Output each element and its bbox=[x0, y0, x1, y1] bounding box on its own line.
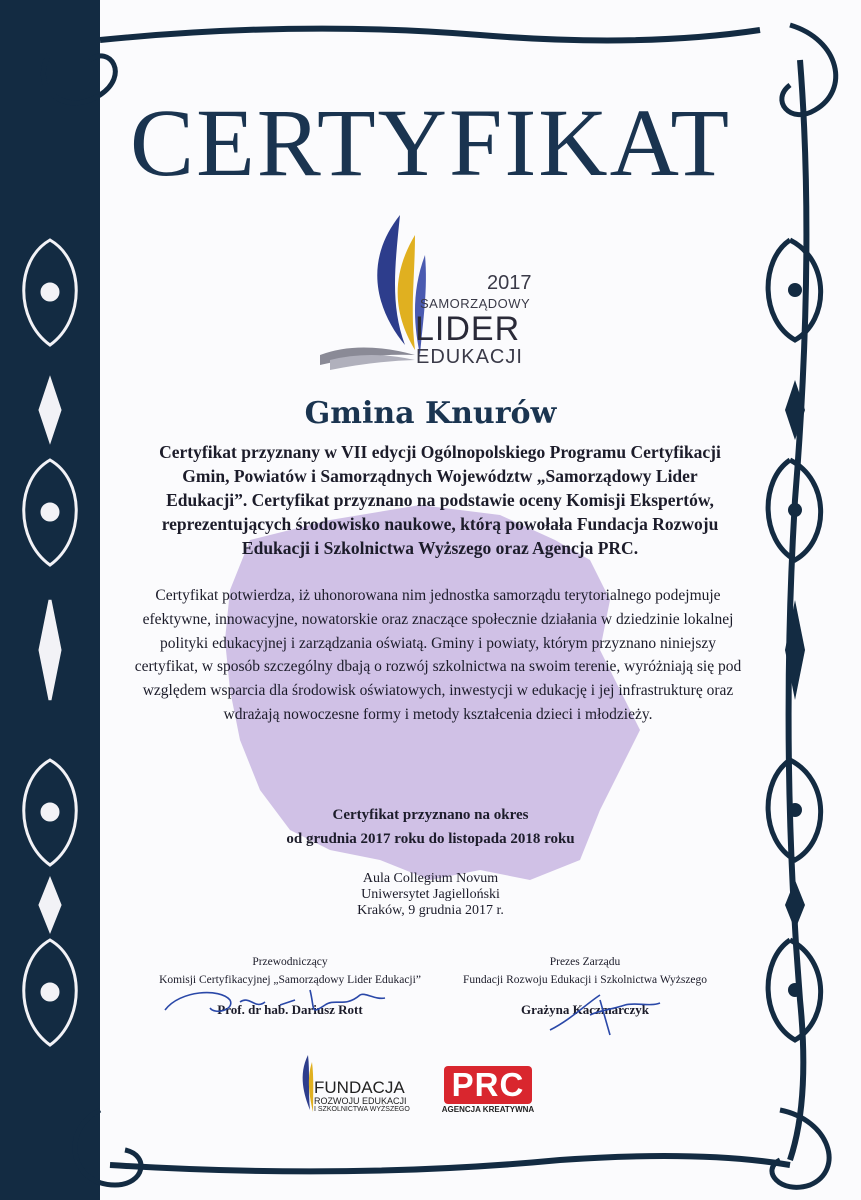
left-signer-name: Prof. dr hab. Dariusz Rott bbox=[217, 1002, 363, 1017]
right-signer-role: Prezes Zarządu bbox=[549, 956, 621, 968]
place-line-2: Uniwersytet Jagielloński bbox=[361, 887, 500, 902]
lead-paragraph: Certyfikat przyznany w VII edycji Ogólnopolskiego Programu Certyfikacji Gmin, Powiatów i Samorządnych Województw „Samorządowy Lider Edukacji”. Certyfikat przyznano na podstawie oceny Komisji Ekspertów, reprezentujących środowisko naukowe, którą powołała Fundacja Rozwoju Edukacji i Szkolnictwa Wyższego oraz Agencja PRC. bbox=[159, 442, 721, 558]
right-handwritten-signature bbox=[540, 985, 670, 1040]
fundacja-subtitle-1: ROZWOJU EDUKACJI bbox=[314, 1096, 407, 1106]
prc-subtitle: AGENCJA KREATYWNA bbox=[441, 1105, 535, 1114]
logo-year: 2017 bbox=[487, 272, 532, 294]
right-signer-name: Grażyna Kaczmarczyk bbox=[521, 1002, 649, 1017]
certificate-title: CERTYFIKAT bbox=[130, 89, 731, 196]
fundacja-subtitle-2: I SZKOLNICTWA WYŻSZEGO bbox=[314, 1106, 410, 1113]
left-signer-role: Przewodniczący bbox=[252, 956, 328, 968]
prc-logo: PRC bbox=[444, 1066, 532, 1104]
right-signer-organization: Fundacji Rozwoju Edukacji i Szkolnictwa Wyższego bbox=[462, 974, 708, 986]
period-line-2: od grudnia 2017 roku do listopada 2018 roku bbox=[286, 831, 575, 847]
place-line-3: Kraków, 9 grudnia 2017 r. bbox=[357, 903, 504, 918]
logo-line3: EDUKACJI bbox=[416, 346, 523, 368]
fundacja-title: FUNDACJA bbox=[314, 1078, 405, 1097]
place-line-1: Aula Collegium Novum bbox=[362, 871, 499, 886]
period-line-1: Certyfikat przyznano na okres bbox=[332, 807, 529, 823]
place-and-date bbox=[0, 871, 861, 919]
left-handwritten-signature bbox=[160, 980, 390, 1025]
logo-line1: SAMORZĄDOWY bbox=[420, 296, 531, 311]
recipient-name: Gmina Knurów bbox=[304, 396, 557, 431]
body-paragraph: Certyfikat potwierdza, iż uhonorowana nim jednostka samorządu terytorialnego podejmuje efektywne, innowacyjne, nowatorskie oraz znaczące społecznie działania w dziedzinie lokalnej polityki edukacyjnej i zarządzania oświatą. Gminy i powiaty, którym przyznano niniejszy certyfikat, w sposób szczególny dbają o rozwój szkolnictwa na swoim terenie, wyróżniają się pod względem wsparcia dla środowisk oświatowych, inwestycji w edukację i jej infrastrukturę oraz wdrażają nowoczesne formy i metody kształcenia dzieci i młodzieży. bbox=[134, 587, 742, 723]
logo-line2: LIDER bbox=[415, 310, 521, 348]
left-signer-organization: Komisji Certyfikacyjnej „Samorządowy Lider Edukacji” bbox=[159, 974, 421, 986]
validity-period bbox=[0, 803, 861, 851]
